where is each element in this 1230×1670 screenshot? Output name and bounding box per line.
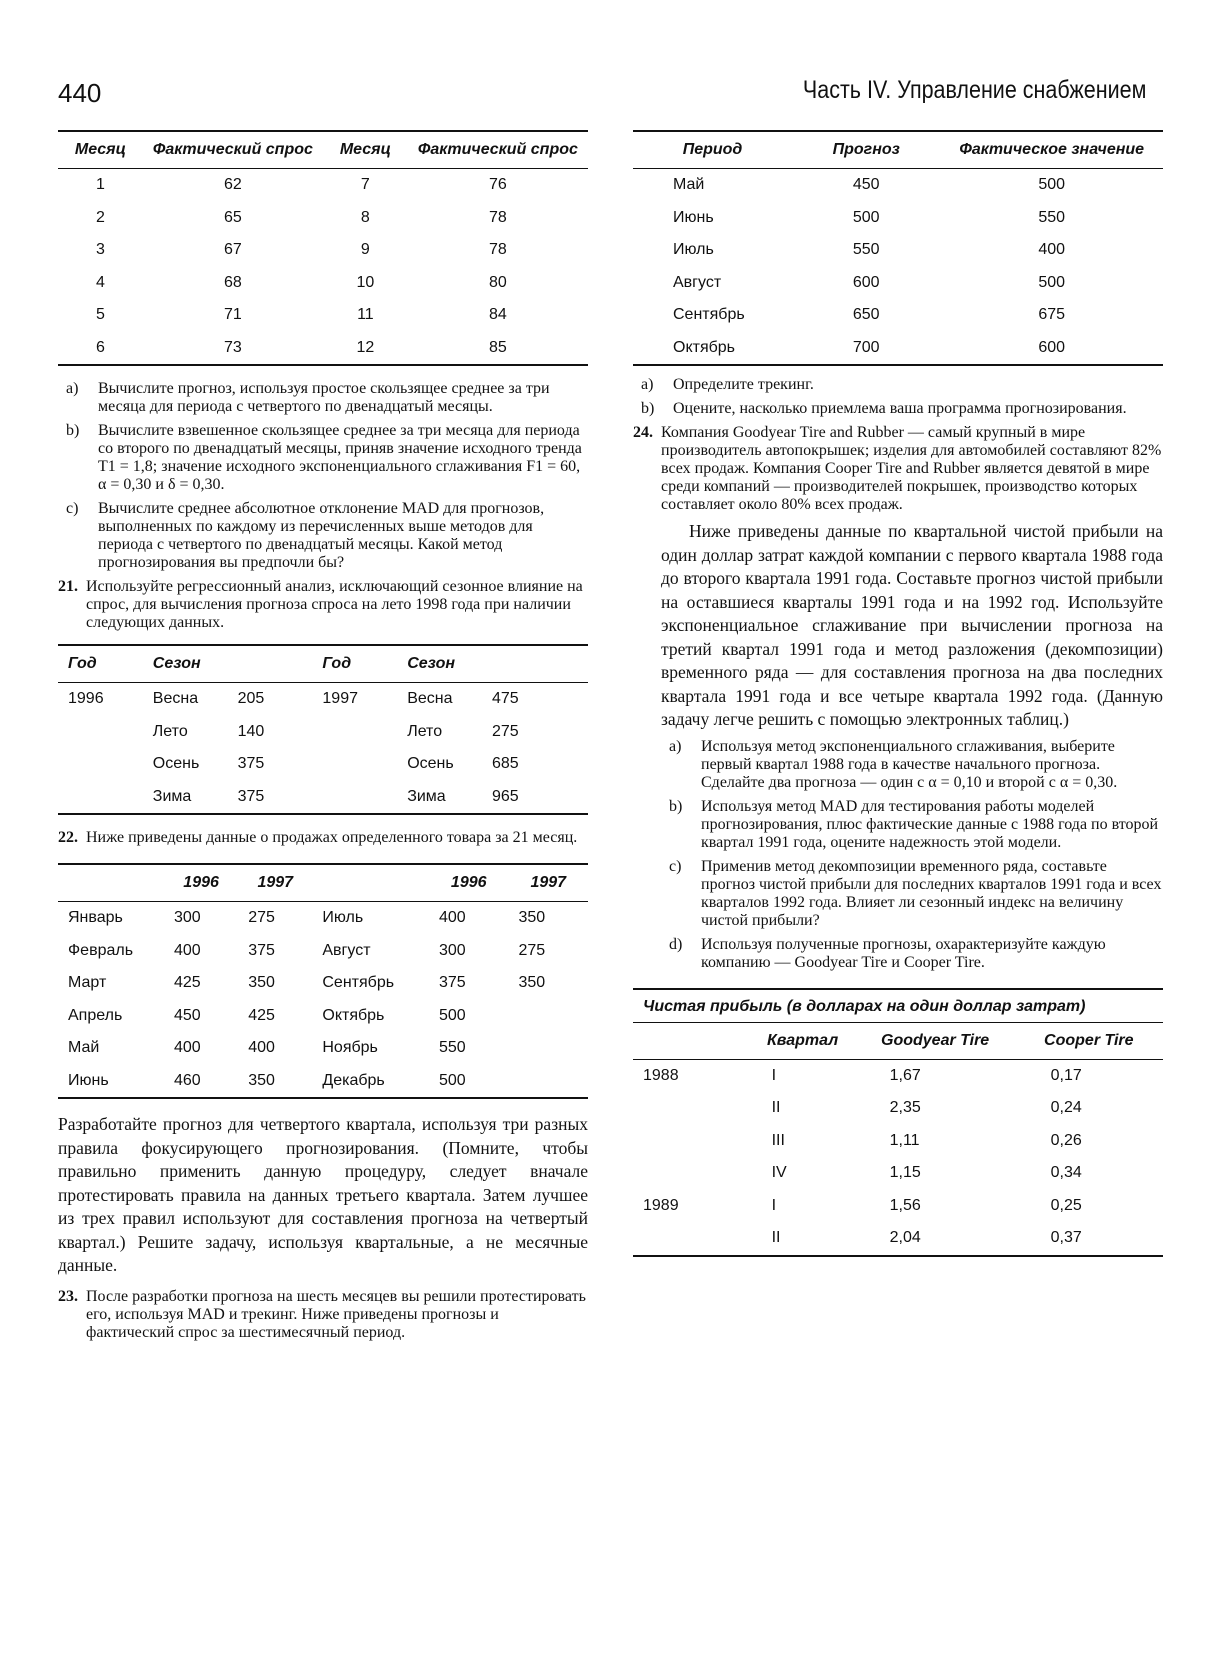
problem23-item-b xyxy=(633,400,1163,418)
table-cell: Февраль xyxy=(68,941,134,959)
table-row xyxy=(58,332,588,366)
table-cell: 450 xyxy=(174,1006,201,1024)
table-cell: 375 xyxy=(248,941,275,959)
table-cell: 275 xyxy=(518,941,546,959)
table-cell: 0,25 xyxy=(1050,1196,1082,1214)
table-cell: I xyxy=(771,1066,777,1084)
table-cell: 1,11 xyxy=(889,1131,920,1149)
problem-number: 21. xyxy=(58,578,78,595)
table-cell: 375 xyxy=(438,974,466,992)
table-cell: 550 xyxy=(438,1039,466,1057)
table-cell: Осень xyxy=(407,755,454,773)
table-cell: 400 xyxy=(438,909,466,927)
table-cell xyxy=(58,748,143,781)
table-cell: 0,37 xyxy=(1050,1229,1082,1247)
left-column xyxy=(58,130,588,1348)
table-cell: 62 xyxy=(223,176,242,194)
table-header: Фактический спрос xyxy=(408,131,588,169)
table-row xyxy=(58,902,588,935)
table-cell: 68 xyxy=(223,273,242,291)
table-cell: III xyxy=(771,1131,785,1149)
table-cell: 700 xyxy=(852,338,880,356)
table-row xyxy=(58,683,588,716)
table-cell: 0,24 xyxy=(1050,1099,1082,1117)
table-cell: 76 xyxy=(488,176,507,194)
problem22-text: Разработайте прогноз для четвертого квартала, используя три разных правила фокусирующего прогнозирования. (Помните, чтобы правильно применить данную процедуру, следует вначале протестировать правила на данных третьего квартала. Затем лучшее из трех правил используют для составления прогноза на четвертый квартал.) Решите задачу, используя квартальные, а не месячные данные. xyxy=(58,1114,588,1275)
table-row xyxy=(58,781,588,815)
table-cell: 12 xyxy=(356,338,375,356)
table-row xyxy=(58,748,588,781)
table-cell: 140 xyxy=(237,722,265,740)
table-seasons xyxy=(58,644,588,815)
table-cell: 375 xyxy=(237,755,265,773)
table-header xyxy=(58,864,164,902)
table-cell: 275 xyxy=(248,909,275,927)
item-label: a) xyxy=(66,380,79,397)
table-cell: Лето xyxy=(152,722,188,740)
table-cell: Весна xyxy=(152,690,199,708)
item-text: Вычислите среднее абсолютное отклонение MAD для прогнозов, выполненных по каждому из перечисленных выше методов для периода с четвертого по двенадцатый месяцы. Какой метод прогнозирования вы предпочли бы? xyxy=(98,500,545,571)
table-cell: 1997 xyxy=(322,690,358,708)
table-cell: Май xyxy=(673,176,705,194)
table-profit-caption: Чистая прибыль (в долларах на один доллар затрат) xyxy=(633,988,1163,1023)
table-header: Сезон xyxy=(397,645,482,683)
problem-text: Используйте регрессионный анализ, исключающий сезонное влияние на спрос, для вычисления прогноза спроса на лето 1998 года при наличии следующих данных. xyxy=(86,578,583,631)
table-cell: Июль xyxy=(673,241,714,259)
page-number: 440 xyxy=(58,78,102,108)
table-row xyxy=(633,1059,1163,1092)
running-head: Часть IV. Управление снабжением xyxy=(802,76,1146,104)
table-cell: Декабрь xyxy=(322,1071,385,1089)
table-cell: 400 xyxy=(248,1039,275,1057)
item-label: b) xyxy=(669,797,683,815)
table-demand xyxy=(58,130,588,366)
table-row xyxy=(633,1190,1163,1223)
table-cell: 550 xyxy=(1038,208,1066,226)
table-row xyxy=(58,1000,588,1033)
problem-text: Компания Goodyear Tire and Rubber — самый крупный в мире производитель автопокрышек; изделия для автомобилей составляют 82% всех продаж. Компания Cooper Tire and Rubber является девятой в мире среди компаний — производителей покрышек, производство которых составляет около 80% всех продаж. xyxy=(661,424,1162,513)
table-cell: Сентябрь xyxy=(673,306,745,324)
table-cell: 425 xyxy=(248,1006,275,1024)
table-header: Фактический спрос xyxy=(143,131,323,169)
table-row xyxy=(633,234,1163,267)
problem-number: 24. xyxy=(633,424,653,441)
table-cell: Январь xyxy=(68,909,123,927)
table-cell: 500 xyxy=(1038,273,1066,291)
table-cell: Осень xyxy=(152,755,200,773)
item-text: Вычислите прогноз, используя простое скользящее среднее за три месяца для периода с четвертого по двенадцатый месяцы. xyxy=(98,380,550,415)
problem-23 xyxy=(58,1288,588,1342)
table-cell: 550 xyxy=(852,241,880,259)
table-cell: 650 xyxy=(852,306,880,324)
table-header: Cooper Tire xyxy=(1015,1023,1163,1060)
problem20-item-b xyxy=(58,422,588,494)
table-cell: 11 xyxy=(357,306,374,324)
table-cell: 275 xyxy=(491,722,519,740)
table-cell: 65 xyxy=(223,208,242,226)
item-text: Используя метод экспоненциального сглаживания, выберите первый квартал 1988 года в качестве начального прогноза. Сделайте два прогноза — один с α = 0,10 и второй с α = 0,30. xyxy=(701,737,1118,791)
table-cell: 0,17 xyxy=(1050,1066,1082,1084)
table-cell: 500 xyxy=(1038,176,1066,194)
item-text: Вычислите взвешенное скользящее среднее за три месяца для периода со второго по двенадцатый месяцы, приняв значение исходного тренда T1 = 1,8; значение исходного экспоненциального сглаживания F1 = 60, α = 0,30 и δ = 0,30. xyxy=(98,422,582,493)
table-row xyxy=(58,1032,588,1065)
item-label: a) xyxy=(641,376,654,393)
table-cell: Апрель xyxy=(68,1006,123,1024)
table-row xyxy=(633,202,1163,235)
table-header xyxy=(228,645,313,683)
table-cell: 2,04 xyxy=(889,1229,921,1247)
table-header: 1997 xyxy=(238,864,312,902)
table-cell: 350 xyxy=(248,974,275,992)
table-cell: Зима xyxy=(407,787,446,805)
table-profit xyxy=(633,1023,1163,1257)
table-cell: 84 xyxy=(488,306,507,324)
table-cell: Май xyxy=(68,1039,100,1057)
table-cell: 400 xyxy=(1038,241,1066,259)
table-cell: Октябрь xyxy=(673,338,736,356)
table-header: 1996 xyxy=(429,864,509,902)
table-header: 1996 xyxy=(164,864,238,902)
item-label: c) xyxy=(669,857,682,875)
table-row xyxy=(58,967,588,1000)
table-cell xyxy=(312,748,397,781)
problem20-item-a xyxy=(58,380,588,416)
table-row xyxy=(633,169,1163,202)
problem-text: После разработки прогноза на шесть месяцев вы решили протестировать его, используя MAD и трекинг. Ниже приведены прогнозы и фактический спрос за шестимесячный период. xyxy=(86,1287,586,1341)
table-row xyxy=(58,234,588,267)
table-cell: 300 xyxy=(174,909,201,927)
table-header: Фактическое значение xyxy=(940,131,1163,169)
table-cell xyxy=(508,1065,588,1099)
table-cell: IV xyxy=(771,1164,787,1182)
item-label: d) xyxy=(669,935,683,953)
problem-24 xyxy=(633,424,1163,514)
table-cell: 80 xyxy=(488,273,507,291)
table-row xyxy=(633,332,1163,366)
problem-21 xyxy=(58,578,588,632)
item-label: b) xyxy=(66,422,80,439)
item-text: Используя метод MAD для тестирования работы моделей прогнозирования, плюс фактические данные с 1988 года по второй квартал 1991 года, оцените надежность этой модели. xyxy=(701,797,1159,851)
table-cell xyxy=(312,716,397,749)
table-cell: 71 xyxy=(223,306,242,324)
table-cell: 4 xyxy=(95,273,105,291)
table-cell: Июнь xyxy=(673,208,714,226)
item-text: Используя полученные прогнозы, охарактеризуйте каждую компанию — Goodyear Tire и Cooper Tire. xyxy=(701,935,1106,971)
table-cell: 1 xyxy=(95,176,105,194)
problem24-item-c xyxy=(661,858,1163,930)
table-cell: 965 xyxy=(491,787,519,805)
table-cell: II xyxy=(771,1099,781,1117)
table-header: Прогноз xyxy=(792,131,940,169)
table-header: Сезон xyxy=(143,645,228,683)
table-cell: 500 xyxy=(438,1071,466,1089)
table-cell: 300 xyxy=(438,941,466,959)
table-cell xyxy=(508,1000,588,1033)
problem-text: Ниже приведены данные о продажах определенного товара за 21 месяц. xyxy=(86,829,578,846)
table-row xyxy=(58,267,588,300)
item-text: Применив метод декомпозиции временного ряда, составьте прогноз чистой прибыли для последних кварталов 1991 года и всех кварталов 1992 года. Влияет ли сезонный индекс на величину чистой прибыли? xyxy=(701,857,1162,929)
problem-number: 23. xyxy=(58,1287,78,1305)
table-row xyxy=(633,1222,1163,1256)
table-cell: 500 xyxy=(438,1006,466,1024)
table-cell xyxy=(633,1222,750,1256)
table-cell xyxy=(58,781,143,815)
table-header xyxy=(312,864,429,902)
problem23-item-a xyxy=(633,376,1163,394)
table-cell: 375 xyxy=(237,787,265,805)
table-cell: 350 xyxy=(248,1071,275,1089)
problem20-item-c xyxy=(58,500,588,572)
table-header: 1997 xyxy=(508,864,588,902)
table-cell xyxy=(58,716,143,749)
table-cell: 600 xyxy=(1038,338,1066,356)
table-cell: 10 xyxy=(356,273,375,291)
table-cell: 600 xyxy=(852,273,880,291)
table-row xyxy=(58,169,588,202)
table-row xyxy=(58,1065,588,1099)
table-cell: 350 xyxy=(518,909,546,927)
table-cell: II xyxy=(771,1229,781,1247)
table-header: Goodyear Tire xyxy=(856,1023,1015,1060)
table-cell: 1,67 xyxy=(889,1066,921,1084)
problem24-item-d xyxy=(661,936,1163,972)
table-cell: Октябрь xyxy=(322,1006,385,1024)
table-header: Период xyxy=(633,131,792,169)
table-cell: Июнь xyxy=(68,1071,109,1089)
table-cell: 73 xyxy=(223,338,242,356)
table-cell: 78 xyxy=(488,241,507,259)
table-cell: 1,56 xyxy=(889,1196,921,1214)
table-row xyxy=(633,1125,1163,1158)
table-cell: 350 xyxy=(518,974,546,992)
table-cell: Ноябрь xyxy=(322,1039,378,1057)
item-text: Оцените, насколько приемлема ваша программа прогнозирования. xyxy=(673,400,1127,417)
item-label: c) xyxy=(66,500,79,517)
table-cell: 85 xyxy=(488,338,507,356)
table-cell: Зима xyxy=(152,787,192,805)
table-row xyxy=(58,935,588,968)
table-header: Год xyxy=(312,645,397,683)
table-row xyxy=(633,267,1163,300)
table-cell: 500 xyxy=(852,208,880,226)
table-header: Квартал xyxy=(750,1023,856,1060)
table-cell: 78 xyxy=(488,208,507,226)
table-cell: Сентябрь xyxy=(322,974,395,992)
table-cell: 400 xyxy=(174,1039,201,1057)
table-header: Месяц xyxy=(323,131,408,169)
table-cell: 1,15 xyxy=(889,1164,921,1182)
table-cell: 0,34 xyxy=(1050,1164,1082,1182)
table-cell: Август xyxy=(673,273,722,291)
table-cell: 460 xyxy=(174,1071,201,1089)
table-cell: Лето xyxy=(407,722,443,740)
table-cell: 3 xyxy=(95,241,105,259)
item-text: Определите трекинг. xyxy=(673,376,814,393)
table-cell: 2 xyxy=(95,208,105,226)
table-cell xyxy=(312,781,397,815)
table-row xyxy=(633,299,1163,332)
problem-number: 22. xyxy=(58,829,78,846)
table-header xyxy=(482,645,588,683)
table-row xyxy=(58,716,588,749)
table-header: Месяц xyxy=(58,131,143,169)
table-cell: 5 xyxy=(95,306,105,324)
table-cell: Июль xyxy=(322,909,364,927)
table-cell xyxy=(633,1125,750,1158)
item-label: a) xyxy=(669,737,682,755)
table-header xyxy=(633,1023,750,1060)
table-cell: 675 xyxy=(1038,306,1066,324)
table-row xyxy=(633,1157,1163,1190)
table-cell: 2,35 xyxy=(889,1099,921,1117)
table-cell: Март xyxy=(68,974,107,992)
table-cell xyxy=(633,1092,750,1125)
table-cell: 67 xyxy=(223,241,242,259)
problem24-item-b xyxy=(661,798,1163,852)
table-cell: 1996 xyxy=(68,690,104,708)
table-tracking xyxy=(633,130,1163,366)
table-row xyxy=(58,202,588,235)
table-row xyxy=(58,299,588,332)
table-cell: 450 xyxy=(852,176,880,194)
table-cell: 7 xyxy=(360,176,370,194)
table-cell: 475 xyxy=(491,690,519,708)
table-cell: 6 xyxy=(95,338,105,356)
table-cell: Август xyxy=(322,941,371,959)
problem-22 xyxy=(58,829,588,847)
right-column xyxy=(633,130,1163,1257)
table-cell: 9 xyxy=(360,241,370,259)
table-cell xyxy=(633,1157,750,1190)
table-cell: 205 xyxy=(237,690,265,708)
table-cell xyxy=(508,1032,588,1065)
table-cell: I xyxy=(771,1196,777,1214)
table-cell: 425 xyxy=(174,974,201,992)
table-cell: 0,26 xyxy=(1050,1131,1082,1149)
table-cell: 685 xyxy=(491,755,519,773)
table-cell: 8 xyxy=(360,208,370,226)
table-cell: 1988 xyxy=(643,1066,679,1084)
item-label: b) xyxy=(641,400,655,417)
table-cell: 400 xyxy=(174,941,201,959)
problem24-item-a xyxy=(661,738,1163,792)
table-sales xyxy=(58,863,588,1099)
table-cell: Весна xyxy=(407,690,453,708)
table-cell: 1989 xyxy=(643,1196,679,1214)
table-row xyxy=(633,1092,1163,1125)
table-header: Год xyxy=(58,645,143,683)
problem24-paragraph: Ниже приведены данные по квартальной чистой прибыли на один доллар затрат каждой компании с первого квартала 1988 года до второго квартала 1991 года. Составьте прогноз чистой прибыли на оставшиеся кварталы 1991 года и на 1992 год. Используйте экспоненциальное сглаживание при вычислении прогноза на третий квартал 1991 года и метод разложения (декомпозиции) временного ряда — для составления прогноза на два последних квартала 1991 года и все четыре квартала 1992 года. (Данную задачу легче решить с помощью электронных таблиц.) xyxy=(661,521,1163,729)
